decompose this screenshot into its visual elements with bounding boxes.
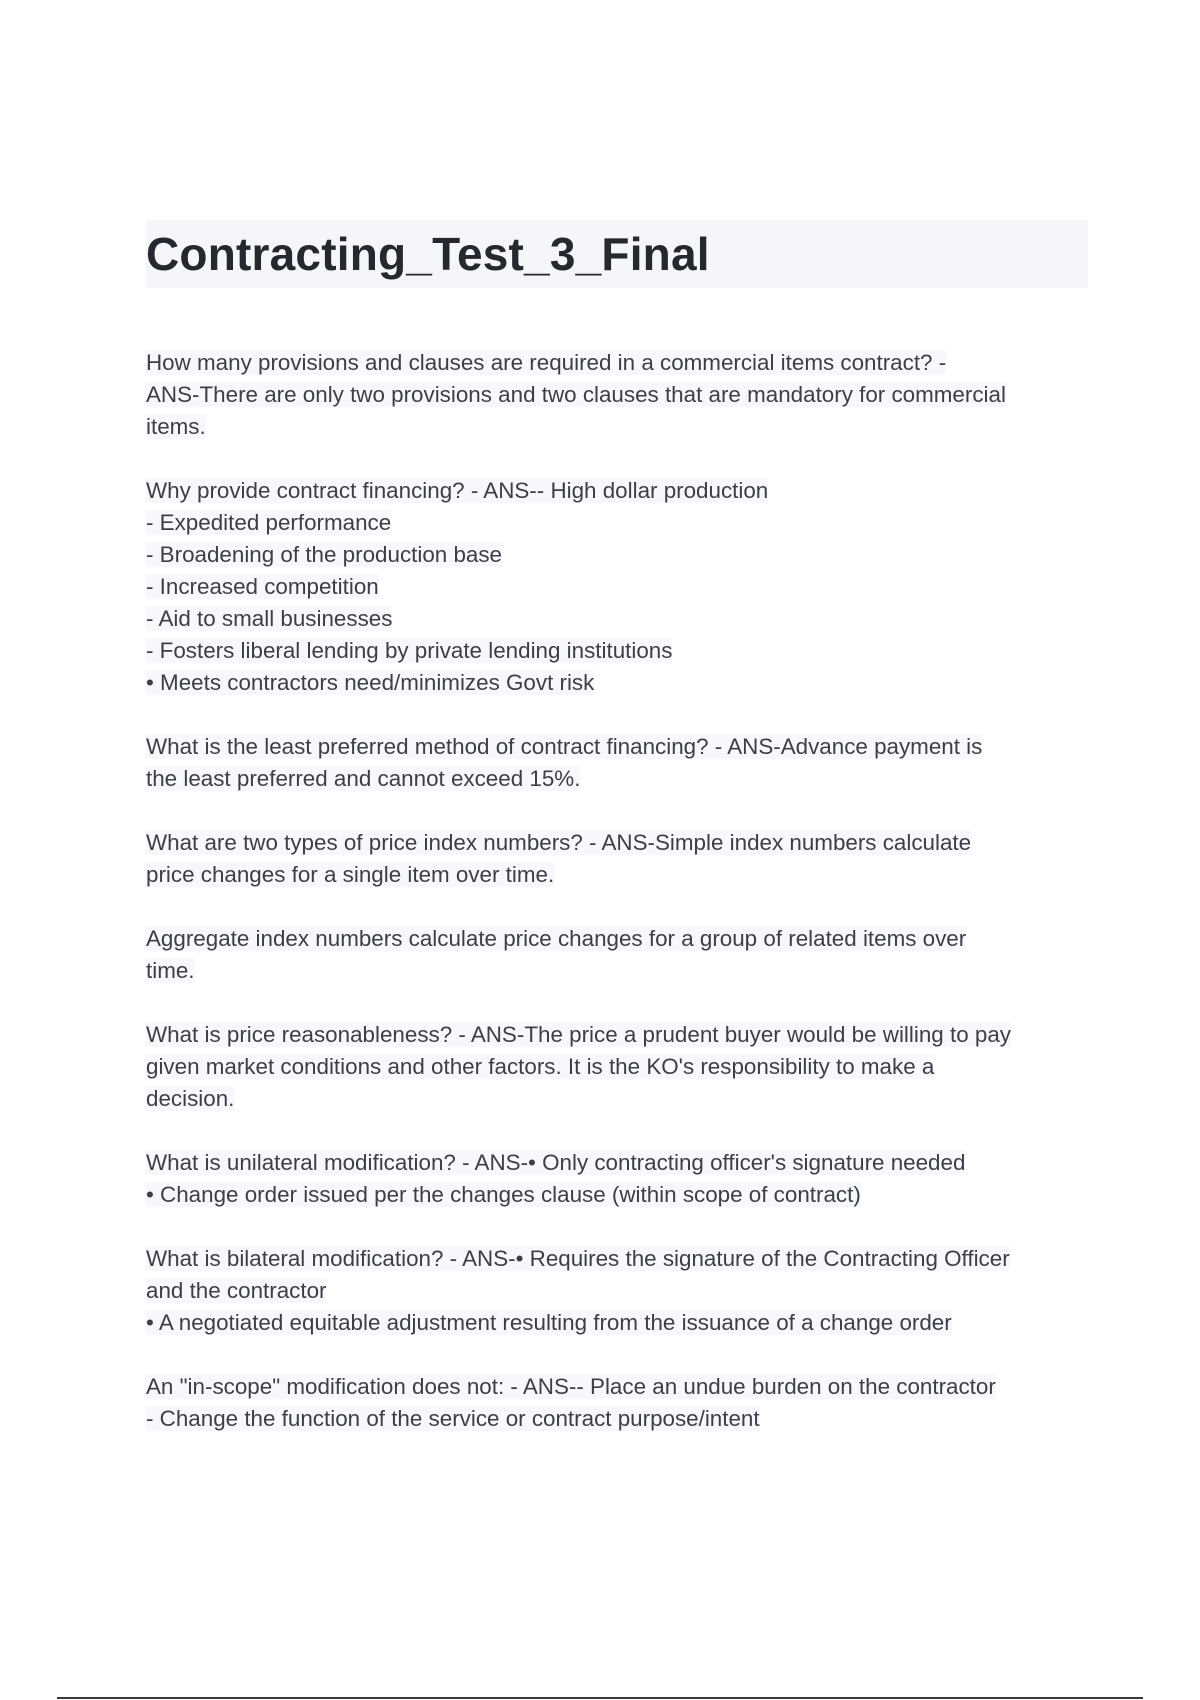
qa-line: • A negotiated equitable adjustment resulting from the issuance of a change order — [146, 1310, 952, 1335]
qa-line: What is bilateral modification? - ANS-• Requires the signature of the Contracting Officer — [146, 1246, 1010, 1271]
qa-item — [146, 1371, 1091, 1435]
qa-item — [146, 731, 1091, 795]
qa-line: What is the least preferred method of contract financing? - ANS-Advance payment is — [146, 734, 983, 759]
page-title: Contracting_Test_3_Final — [146, 228, 710, 280]
qa-line: and the contractor — [146, 1278, 327, 1303]
qa-item — [146, 475, 1091, 699]
qa-list — [146, 347, 1091, 1467]
qa-line: given market conditions and other factors. It is the KO's responsibility to make a — [146, 1054, 935, 1079]
qa-line: • Change order issued per the changes clause (within scope of contract) — [146, 1182, 861, 1207]
qa-line: items. — [146, 414, 206, 439]
qa-line: An "in-scope" modification does not: - ANS-- Place an undue burden on the contractor — [146, 1374, 996, 1399]
qa-line: decision. — [146, 1086, 235, 1111]
page-bottom-rule — [57, 1697, 1143, 1699]
qa-line: What is unilateral modification? - ANS-• Only contracting officer's signature needed — [146, 1150, 966, 1175]
qa-item — [146, 827, 1091, 891]
qa-line: Aggregate index numbers calculate price changes for a group of related items over — [146, 926, 967, 951]
qa-line: What is price reasonableness? - ANS-The price a prudent buyer would be willing to pay — [146, 1022, 1011, 1047]
qa-item — [146, 1019, 1091, 1115]
qa-item — [146, 1147, 1091, 1211]
qa-item — [146, 923, 1091, 987]
qa-line: How many provisions and clauses are required in a commercial items contract? - — [146, 350, 947, 375]
qa-line: - Broadening of the production base — [146, 542, 503, 567]
qa-line: ANS-There are only two provisions and two clauses that are mandatory for commercial — [146, 382, 1006, 407]
qa-line: time. — [146, 958, 195, 983]
qa-line: • Meets contractors need/minimizes Govt risk — [146, 670, 595, 695]
qa-line: - Change the function of the service or contract purpose/intent — [146, 1406, 760, 1431]
qa-line: What are two types of price index numbers? - ANS-Simple index numbers calculate — [146, 830, 972, 855]
qa-line: the least preferred and cannot exceed 15%. — [146, 766, 581, 791]
qa-line: Why provide contract financing? - ANS-- High dollar production — [146, 478, 769, 503]
qa-item — [146, 1243, 1091, 1339]
qa-line: - Fosters liberal lending by private lending institutions — [146, 638, 673, 663]
qa-line: - Increased competition — [146, 574, 379, 599]
qa-line: price changes for a single item over time. — [146, 862, 555, 887]
qa-line: - Expedited performance — [146, 510, 392, 535]
qa-item — [146, 347, 1091, 443]
qa-line: - Aid to small businesses — [146, 606, 393, 631]
title-block — [146, 220, 1088, 288]
